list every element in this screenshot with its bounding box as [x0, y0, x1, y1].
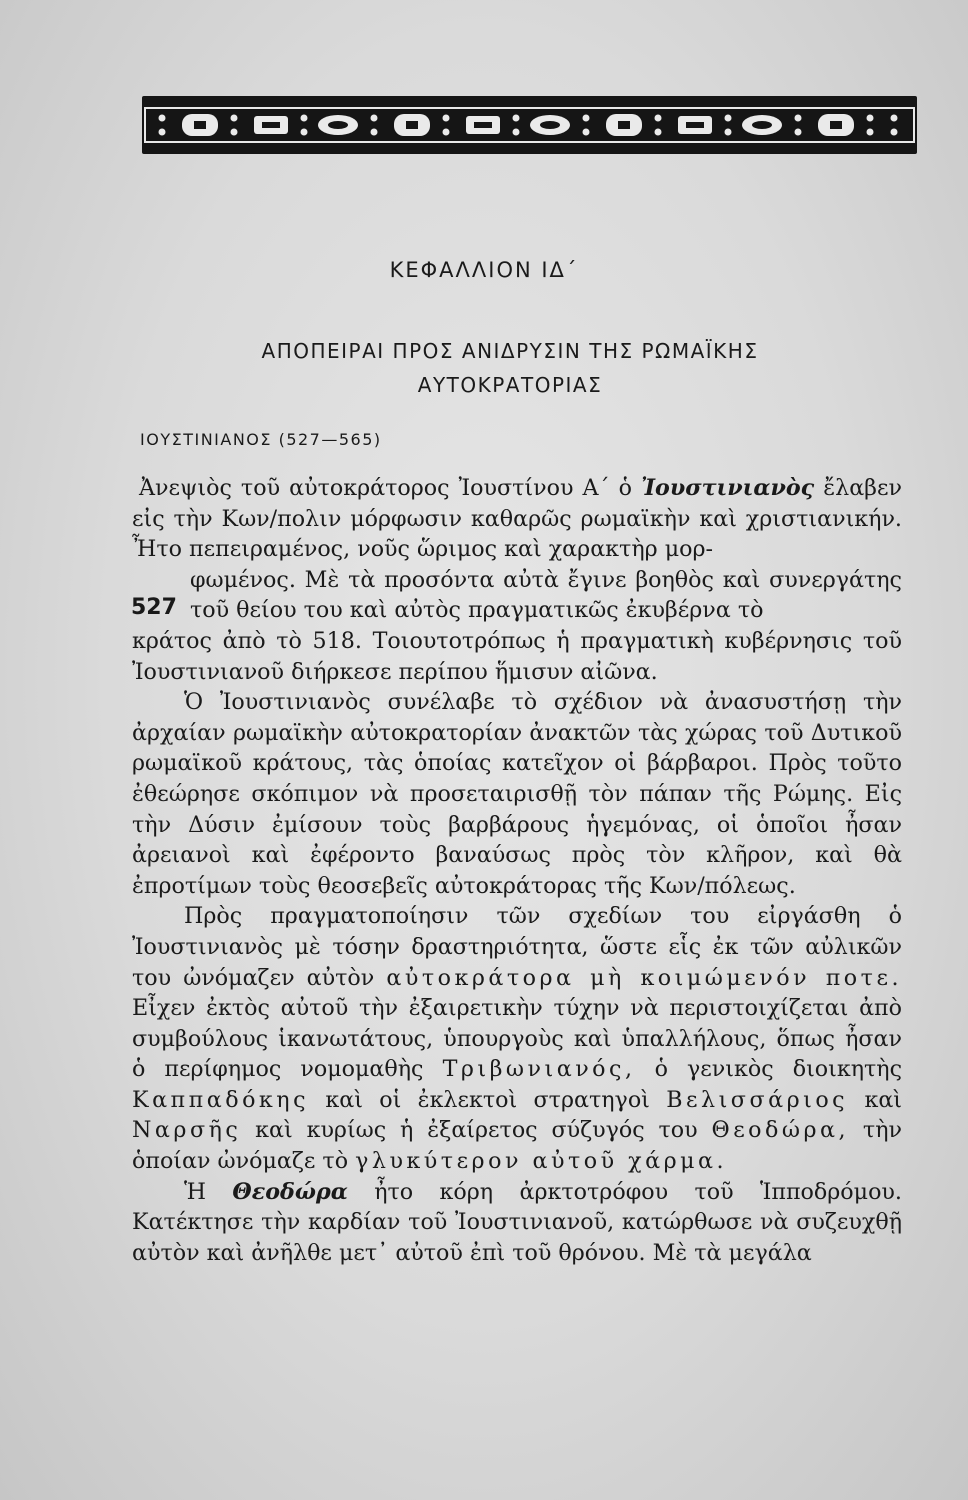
paragraph-2: Ὁ Ἰουστινιανὸς συνέλαβε τὸ σχέδιον νὰ ἀνασυστήσῃ τὴν ἀρχαίαν ρωμαϊκὴν αὐτοκρατορίαν ἀνακτῶν τὰς χώρας τοῦ Δυτικοῦ ρωμαϊκοῦ κράτους, τὰς ὁποίας κατεῖχον οἱ βάρβαροι. Πρὸς τοῦτο ἐθεώρησε σκόπιμον νὰ προσεταιρισθῇ τὸν πάπαν τῆς Ρώμης. Εἰς τὴν Δύσιν ἐμίσουν τοὺς βαρβάρους ἡγεμόνας, οἱ ὁποῖοι ἦσαν ἀρειανοὶ καὶ ἐφέροντο βαναύσως πρὸς τὸν κλῆρον, καὶ θὰ ἐπροτίμων τοὺς θεοσεβεῖς αὐτοκράτορας τῆς Κων/πόλεως. [132, 689, 902, 899]
text-run: ὁ γενικὸς διοικητὴς [635, 1056, 902, 1083]
spaced-quote: γλυκύτερον αὐτοῦ χάρμα. [355, 1148, 728, 1175]
chapter-title [160, 334, 860, 402]
spaced-name: Ναρσῆς [132, 1117, 242, 1144]
chapter-title-line-1: ΑΠΟΠΕΙΡΑΙ ΠΡΟΣ ΑΝΙΔΡΥΣΙΝ ΤΗΣ ΡΩΜΑΪΚΗΣ [261, 339, 759, 363]
text-run: καὶ οἱ ἐκλεκτοὶ στρατηγοὶ [309, 1086, 667, 1113]
spaced-quote: αὐτοκράτορα μὴ κοιμώμενόν ποτε. [386, 964, 902, 991]
paragraph-1-end: κράτος ἀπὸ τὸ 518. Τοιουτοτρόπως ἡ πραγματικὴ κυβέρνησις τοῦ Ἰουστινιανοῦ διήρκεσε περίπου ἥμισυν αἰῶνα. [132, 627, 902, 685]
paragraph-3 [132, 901, 902, 1176]
text-run: Εἶχεν ἐκτὸς αὐτοῦ τὴν ἐξαιρετικὴν τύχην νὰ περιστοιχίζεται ἀπὸ συμβούλους ἱκανωτάτους, ὑπουργοὺς καὶ ὑπαλλήλους, ὅπως ἦσαν ὁ περίφημος νομομαθὴς [132, 995, 902, 1083]
text-run: ἦτο κόρη ἀρκτοτρόφου τοῦ Ἱπποδρόμου. Κατέκτησε τὴν καρδίαν τοῦ Ἰουστινιανοῦ, κατώρθωσε νὰ συζευχθῇ αὐτὸν καὶ ἀνῆλθε μετ᾽ αὐτοῦ ἐπὶ τοῦ θρόνου. Μὲ τὰ μεγάλα [132, 1178, 902, 1266]
spaced-name: Βελισσάριος [666, 1086, 849, 1113]
spaced-name: Θεοδώρα, [711, 1117, 850, 1144]
text-run: Ἀνεψιὸς τοῦ αὐτοκράτορος Ἰουστίνου Α΄ ὁ [139, 475, 642, 501]
emphasized-name: Ἰουστινιανὸς [641, 475, 815, 501]
ornament-pattern [142, 96, 917, 154]
spaced-name: Καππαδόκης [132, 1086, 310, 1113]
decorative-border-band [142, 96, 917, 154]
text-run: τὴν ὁποίαν ὠνόμαζε τὸ [132, 1117, 902, 1175]
paragraph-1-inset: φωμένος. Μὲ τὰ προσόντα αὐτὰ ἔγινε βοηθὸς καὶ συνεργάτης τοῦ θείου του καὶ αὐτὸς πραγματικῶς ἐκυβέρνα τὸ [190, 566, 902, 624]
margin-year-note: 527 [131, 595, 177, 620]
body-text [132, 473, 902, 1268]
chapter-heading: ΚΕΦΑΛΛΙΟΝ ΙΔ΄ [389, 258, 579, 282]
chapter-title-line-2: ΑΥΤΟΚΡΑΤΟΡΙΑΣ [417, 373, 603, 397]
section-subtitle: ΙΟΥΣΤΙΝΙΑΝΟΣ (527—565) [140, 430, 382, 449]
paragraph-4 [132, 1177, 902, 1269]
text-run: καὶ κυρίως ἡ ἐξαίρετος σύζυγός του [241, 1117, 712, 1144]
emphasized-name: Θεοδώρα [232, 1178, 348, 1205]
text-run: Πρὸς πραγματοποίησιν τῶν σχεδίων του εἰργάσθη ὁ Ἰουστινιανὸς μὲ τόσην δραστηριότητα, ὥστε εἷς ἐκ τῶν αὐλικῶν του ὠνόμαζεν αὐτὸν [132, 903, 902, 991]
paragraph-1 [132, 473, 902, 565]
text-run: Ἡ [184, 1178, 233, 1205]
spaced-name: Τριβωνιανός, [442, 1056, 636, 1083]
text-run: καὶ [848, 1086, 903, 1113]
text-run: ἔλαβεν εἰς τὴν Κων/πολιν μόρφωσιν καθαρῶς ρωμαϊκὴν καὶ χριστιανικήν. Ἦτο πεπειραμένος, νοῦς ὥριμος καὶ χαρακτὴρ μορ- [132, 475, 902, 563]
